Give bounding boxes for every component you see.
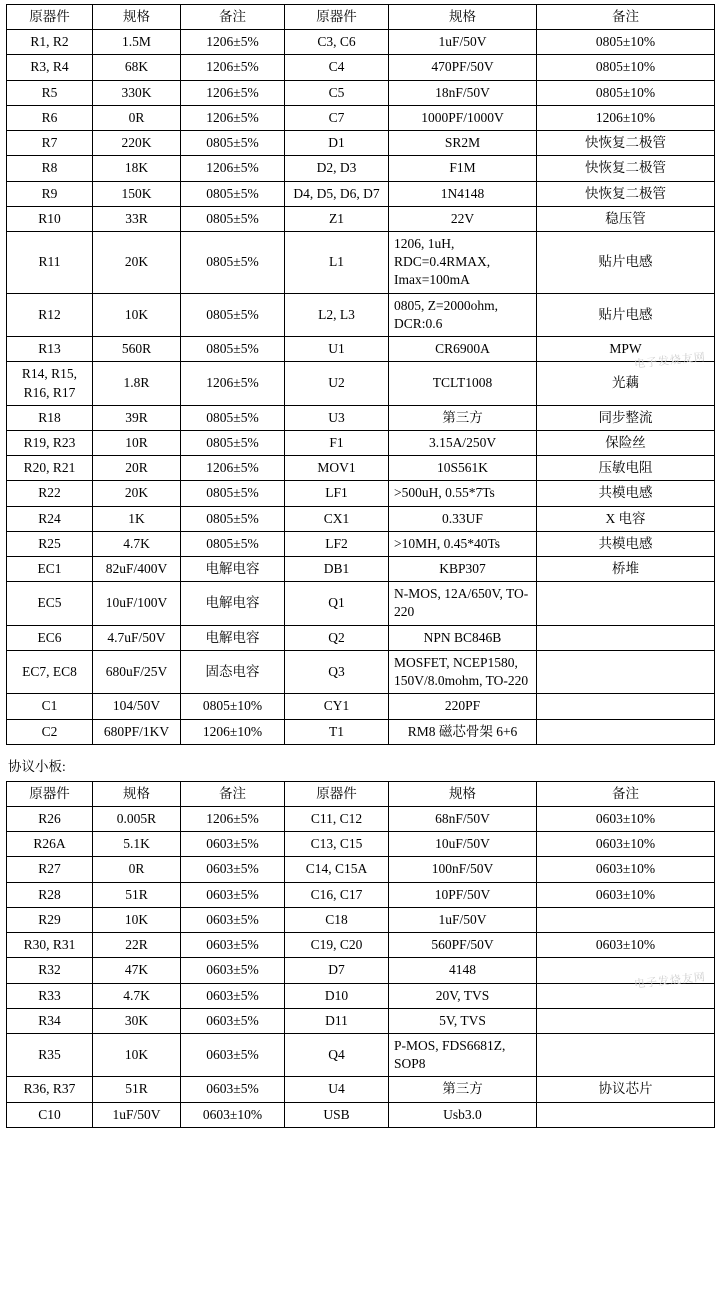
table-cell: 680PF/1KV: [93, 719, 181, 744]
table-cell: R20, R21: [7, 456, 93, 481]
sub-bom-table: [6, 781, 715, 1128]
table-cell: Usb3.0: [389, 1102, 537, 1127]
table-cell: 68nF/50V: [389, 807, 537, 832]
table-cell: LF2: [285, 531, 389, 556]
table-cell: 39R: [93, 405, 181, 430]
table-cell: R9: [7, 181, 93, 206]
table-cell: USB: [285, 1102, 389, 1127]
table-cell: R33: [7, 983, 93, 1008]
table-cell: 第三方: [389, 1077, 537, 1102]
table-cell: EC7, EC8: [7, 650, 93, 693]
table-cell: 1206, 1uH, RDC=0.4RMAX, Imax=100mA: [389, 231, 537, 293]
table-cell: 0805±5%: [181, 181, 285, 206]
table-cell: X 电容: [537, 506, 715, 531]
table-cell: 10K: [93, 907, 181, 932]
table-cell: [537, 650, 715, 693]
table-cell: 20V, TVS: [389, 983, 537, 1008]
table-cell: [537, 1008, 715, 1033]
table-cell: 22V: [389, 206, 537, 231]
table-cell: [537, 719, 715, 744]
table-cell: 0603±5%: [181, 832, 285, 857]
table-row: [7, 719, 715, 744]
table-cell: TCLT1008: [389, 362, 537, 405]
table-cell: R14, R15, R16, R17: [7, 362, 93, 405]
table-cell: 0603±5%: [181, 983, 285, 1008]
table-cell: R34: [7, 1008, 93, 1033]
table-cell: R1, R2: [7, 30, 93, 55]
table-cell: C4: [285, 55, 389, 80]
table-cell: 0805±5%: [181, 206, 285, 231]
table-cell: 共模电感: [537, 531, 715, 556]
table-cell: L2, L3: [285, 293, 389, 336]
table-cell: R26: [7, 807, 93, 832]
table-row: [7, 625, 715, 650]
table-cell: 18K: [93, 156, 181, 181]
table-cell: 1206±10%: [537, 105, 715, 130]
table-row: [7, 907, 715, 932]
table-cell: R19, R23: [7, 430, 93, 455]
sub-bom-column-header: 原器件: [285, 781, 389, 806]
table-cell: LF1: [285, 481, 389, 506]
table-row: [7, 582, 715, 625]
table-cell: C11, C12: [285, 807, 389, 832]
table-cell: [537, 983, 715, 1008]
table-cell: 贴片电感: [537, 293, 715, 336]
sub-bom-column-header: 原器件: [7, 781, 93, 806]
table-cell: EC6: [7, 625, 93, 650]
table-cell: 同步整流: [537, 405, 715, 430]
table-row: [7, 807, 715, 832]
table-cell: 10PF/50V: [389, 882, 537, 907]
table-cell: 0805±10%: [537, 80, 715, 105]
table-row: [7, 131, 715, 156]
table-cell: 10uF/100V: [93, 582, 181, 625]
table-cell: [537, 625, 715, 650]
table-cell: SR2M: [389, 131, 537, 156]
table-cell: R12: [7, 293, 93, 336]
table-cell: [537, 1102, 715, 1127]
table-cell: C13, C15: [285, 832, 389, 857]
table-cell: F1: [285, 430, 389, 455]
main-bom-column-header: 备注: [181, 5, 285, 30]
table-cell: 贴片电感: [537, 231, 715, 293]
table-cell: 5V, TVS: [389, 1008, 537, 1033]
table-cell: D1: [285, 131, 389, 156]
table-cell: 电解电容: [181, 557, 285, 582]
table-cell: Z1: [285, 206, 389, 231]
table-cell: 1206±5%: [181, 456, 285, 481]
table-cell: 5.1K: [93, 832, 181, 857]
table-cell: RM8 磁芯骨架 6+6: [389, 719, 537, 744]
table-cell: 共模电感: [537, 481, 715, 506]
table-cell: R18: [7, 405, 93, 430]
table-cell: 快恢复二极管: [537, 131, 715, 156]
table-cell: 47K: [93, 958, 181, 983]
main-bom-header-row: [7, 5, 715, 30]
table-cell: 1uF/50V: [93, 1102, 181, 1127]
table-cell: C5: [285, 80, 389, 105]
table-row: [7, 557, 715, 582]
table-cell: C18: [285, 907, 389, 932]
table-row: [7, 405, 715, 430]
table-cell: C19, C20: [285, 933, 389, 958]
table-cell: 1206±5%: [181, 105, 285, 130]
table-cell: D10: [285, 983, 389, 1008]
table-cell: 1206±5%: [181, 30, 285, 55]
table-cell: C1: [7, 694, 93, 719]
table-cell: R25: [7, 531, 93, 556]
table-cell: 0603±5%: [181, 1008, 285, 1033]
table-cell: 1206±5%: [181, 80, 285, 105]
table-cell: Q4: [285, 1033, 389, 1076]
table-cell: R35: [7, 1033, 93, 1076]
table-cell: R3, R4: [7, 55, 93, 80]
table-cell: 0805±10%: [537, 30, 715, 55]
table-row: [7, 1008, 715, 1033]
sub-section-label: 协议小板:: [8, 758, 66, 774]
table-row: [7, 55, 715, 80]
table-row: [7, 694, 715, 719]
table-cell: 22R: [93, 933, 181, 958]
table-cell: 1206±5%: [181, 807, 285, 832]
table-cell: 4.7K: [93, 983, 181, 1008]
table-row: [7, 430, 715, 455]
main-bom-column-header: 原器件: [7, 5, 93, 30]
table-row: [7, 30, 715, 55]
table-cell: R26A: [7, 832, 93, 857]
main-bom-column-header: 规格: [93, 5, 181, 30]
table-cell: 1N4148: [389, 181, 537, 206]
table-cell: 4.7uF/50V: [93, 625, 181, 650]
table-cell: N-MOS, 12A/650V, TO-220: [389, 582, 537, 625]
table-cell: [537, 907, 715, 932]
table-cell: 0.005R: [93, 807, 181, 832]
table-row: [7, 832, 715, 857]
table-cell: [537, 582, 715, 625]
table-cell: 220K: [93, 131, 181, 156]
table-row: [7, 206, 715, 231]
table-row: [7, 857, 715, 882]
table-cell: 0805±5%: [181, 293, 285, 336]
table-row: [7, 293, 715, 336]
table-cell: KBP307: [389, 557, 537, 582]
main-bom-column-header: 备注: [537, 5, 715, 30]
table-cell: 4148: [389, 958, 537, 983]
table-cell: R36, R37: [7, 1077, 93, 1102]
table-cell: 51R: [93, 1077, 181, 1102]
sub-bom-column-header: 备注: [181, 781, 285, 806]
table-cell: 0603±10%: [181, 1102, 285, 1127]
table-row: [7, 362, 715, 405]
table-cell: 1000PF/1000V: [389, 105, 537, 130]
table-row: [7, 958, 715, 983]
table-cell: 固态电容: [181, 650, 285, 693]
table-cell: 0R: [93, 857, 181, 882]
table-cell: C2: [7, 719, 93, 744]
table-cell: 330K: [93, 80, 181, 105]
table-cell: 1K: [93, 506, 181, 531]
table-cell: 10K: [93, 293, 181, 336]
table-row: [7, 531, 715, 556]
table-cell: R7: [7, 131, 93, 156]
table-cell: L1: [285, 231, 389, 293]
table-cell: U1: [285, 337, 389, 362]
table-cell: 680uF/25V: [93, 650, 181, 693]
table-cell: 20K: [93, 231, 181, 293]
table-cell: 51R: [93, 882, 181, 907]
table-cell: 1206±5%: [181, 156, 285, 181]
table-row: [7, 933, 715, 958]
table-cell: 协议芯片: [537, 1077, 715, 1102]
table-cell: C14, C15A: [285, 857, 389, 882]
table-cell: 第三方: [389, 405, 537, 430]
table-cell: 560PF/50V: [389, 933, 537, 958]
table-cell: 桥堆: [537, 557, 715, 582]
table-cell: D11: [285, 1008, 389, 1033]
table-cell: F1M: [389, 156, 537, 181]
table-cell: 0805±5%: [181, 430, 285, 455]
table-cell: 470PF/50V: [389, 55, 537, 80]
table-cell: 3.15A/250V: [389, 430, 537, 455]
table-cell: P-MOS, FDS6681Z, SOP8: [389, 1033, 537, 1076]
table-row: [7, 231, 715, 293]
table-row: [7, 456, 715, 481]
table-cell: 1206±5%: [181, 362, 285, 405]
table-cell: 0.33UF: [389, 506, 537, 531]
table-cell: U2: [285, 362, 389, 405]
table-cell: 20R: [93, 456, 181, 481]
table-cell: CY1: [285, 694, 389, 719]
table-cell: [537, 1033, 715, 1076]
table-cell: 0603±5%: [181, 857, 285, 882]
table-cell: R22: [7, 481, 93, 506]
main-bom-column-header: 规格: [389, 5, 537, 30]
table-row: [7, 80, 715, 105]
table-cell: 光藕: [537, 362, 715, 405]
table-cell: 0603±10%: [537, 807, 715, 832]
table-cell: R32: [7, 958, 93, 983]
table-cell: Q1: [285, 582, 389, 625]
table-cell: 稳压管: [537, 206, 715, 231]
table-cell: 1.5M: [93, 30, 181, 55]
table-row: [7, 650, 715, 693]
table-cell: D7: [285, 958, 389, 983]
table-cell: 104/50V: [93, 694, 181, 719]
table-cell: 33R: [93, 206, 181, 231]
table-cell: 电解电容: [181, 625, 285, 650]
table-cell: MOSFET, NCEP1580, 150V/8.0mohm, TO-220: [389, 650, 537, 693]
table-cell: 20K: [93, 481, 181, 506]
table-cell: 82uF/400V: [93, 557, 181, 582]
table-cell: DB1: [285, 557, 389, 582]
table-cell: CX1: [285, 506, 389, 531]
table-cell: D4, D5, D6, D7: [285, 181, 389, 206]
table-cell: 0805±5%: [181, 131, 285, 156]
table-cell: 0805, Z=2000ohm, DCR:0.6: [389, 293, 537, 336]
table-cell: 68K: [93, 55, 181, 80]
watermark-text: 电子发烧友网: [633, 351, 707, 371]
table-cell: CR6900A: [389, 337, 537, 362]
table-cell: U3: [285, 405, 389, 430]
main-bom-table: [6, 4, 715, 745]
table-row: [7, 481, 715, 506]
table-cell: 0603±10%: [537, 882, 715, 907]
table-row: [7, 983, 715, 1008]
table-cell: 18nF/50V: [389, 80, 537, 105]
table-cell: C7: [285, 105, 389, 130]
table-cell: 0805±5%: [181, 481, 285, 506]
table-cell: [537, 958, 715, 983]
main-bom-column-header: 原器件: [285, 5, 389, 30]
table-row: [7, 105, 715, 130]
table-cell: >500uH, 0.55*7Ts: [389, 481, 537, 506]
table-row: [7, 1077, 715, 1102]
table-cell: 0603±10%: [537, 857, 715, 882]
table-cell: 0603±10%: [537, 933, 715, 958]
table-row: [7, 156, 715, 181]
table-cell: 30K: [93, 1008, 181, 1033]
table-cell: R10: [7, 206, 93, 231]
table-cell: R28: [7, 882, 93, 907]
table-cell: 0805±10%: [537, 55, 715, 80]
table-cell: 保险丝: [537, 430, 715, 455]
table-cell: 0805±5%: [181, 506, 285, 531]
table-cell: 10uF/50V: [389, 832, 537, 857]
table-cell: R5: [7, 80, 93, 105]
table-cell: 0R: [93, 105, 181, 130]
table-cell: 10S561K: [389, 456, 537, 481]
table-cell: MOV1: [285, 456, 389, 481]
table-row: [7, 1033, 715, 1076]
table-cell: 0603±5%: [181, 1033, 285, 1076]
table-cell: R29: [7, 907, 93, 932]
table-cell: 0805±5%: [181, 531, 285, 556]
table-cell: C10: [7, 1102, 93, 1127]
table-cell: 快恢复二极管: [537, 156, 715, 181]
table-cell: 压敏电阻: [537, 456, 715, 481]
table-cell: R8: [7, 156, 93, 181]
table-cell: C16, C17: [285, 882, 389, 907]
table-cell: 0805±10%: [181, 694, 285, 719]
sub-bom-column-header: 规格: [93, 781, 181, 806]
table-cell: MPW: [537, 337, 715, 362]
table-cell: R13: [7, 337, 93, 362]
table-cell: 1uF/50V: [389, 30, 537, 55]
table-cell: 0603±10%: [537, 832, 715, 857]
table-cell: 0805±5%: [181, 231, 285, 293]
table-cell: 0603±5%: [181, 958, 285, 983]
table-cell: 1206±5%: [181, 55, 285, 80]
table-row: [7, 1102, 715, 1127]
table-cell: 0603±5%: [181, 933, 285, 958]
table-cell: [537, 694, 715, 719]
table-row: [7, 882, 715, 907]
table-cell: R30, R31: [7, 933, 93, 958]
table-cell: R27: [7, 857, 93, 882]
table-cell: R6: [7, 105, 93, 130]
table-cell: EC5: [7, 582, 93, 625]
table-cell: 1.8R: [93, 362, 181, 405]
table-cell: 电解电容: [181, 582, 285, 625]
sub-bom-header-row: [7, 781, 715, 806]
table-cell: 10K: [93, 1033, 181, 1076]
watermark-text: 电子发烧友网: [633, 971, 707, 991]
table-cell: 150K: [93, 181, 181, 206]
table-row: [7, 506, 715, 531]
table-cell: 0603±5%: [181, 907, 285, 932]
sub-bom-column-header: 规格: [389, 781, 537, 806]
table-cell: D2, D3: [285, 156, 389, 181]
table-cell: 0603±5%: [181, 1077, 285, 1102]
table-cell: U4: [285, 1077, 389, 1102]
table-cell: 0603±5%: [181, 882, 285, 907]
table-cell: EC1: [7, 557, 93, 582]
table-cell: 10R: [93, 430, 181, 455]
table-cell: R11: [7, 231, 93, 293]
table-cell: 560R: [93, 337, 181, 362]
table-cell: R24: [7, 506, 93, 531]
table-row: [7, 337, 715, 362]
table-cell: 0805±5%: [181, 337, 285, 362]
table-cell: C3, C6: [285, 30, 389, 55]
table-cell: T1: [285, 719, 389, 744]
table-cell: Q3: [285, 650, 389, 693]
table-cell: 220PF: [389, 694, 537, 719]
table-cell: 1uF/50V: [389, 907, 537, 932]
table-row: [7, 181, 715, 206]
sub-bom-column-header: 备注: [537, 781, 715, 806]
table-cell: Q2: [285, 625, 389, 650]
table-cell: NPN BC846B: [389, 625, 537, 650]
table-cell: 0805±5%: [181, 405, 285, 430]
table-cell: 4.7K: [93, 531, 181, 556]
table-cell: 1206±10%: [181, 719, 285, 744]
table-cell: >10MH, 0.45*40Ts: [389, 531, 537, 556]
table-cell: 100nF/50V: [389, 857, 537, 882]
table-cell: 快恢复二极管: [537, 181, 715, 206]
